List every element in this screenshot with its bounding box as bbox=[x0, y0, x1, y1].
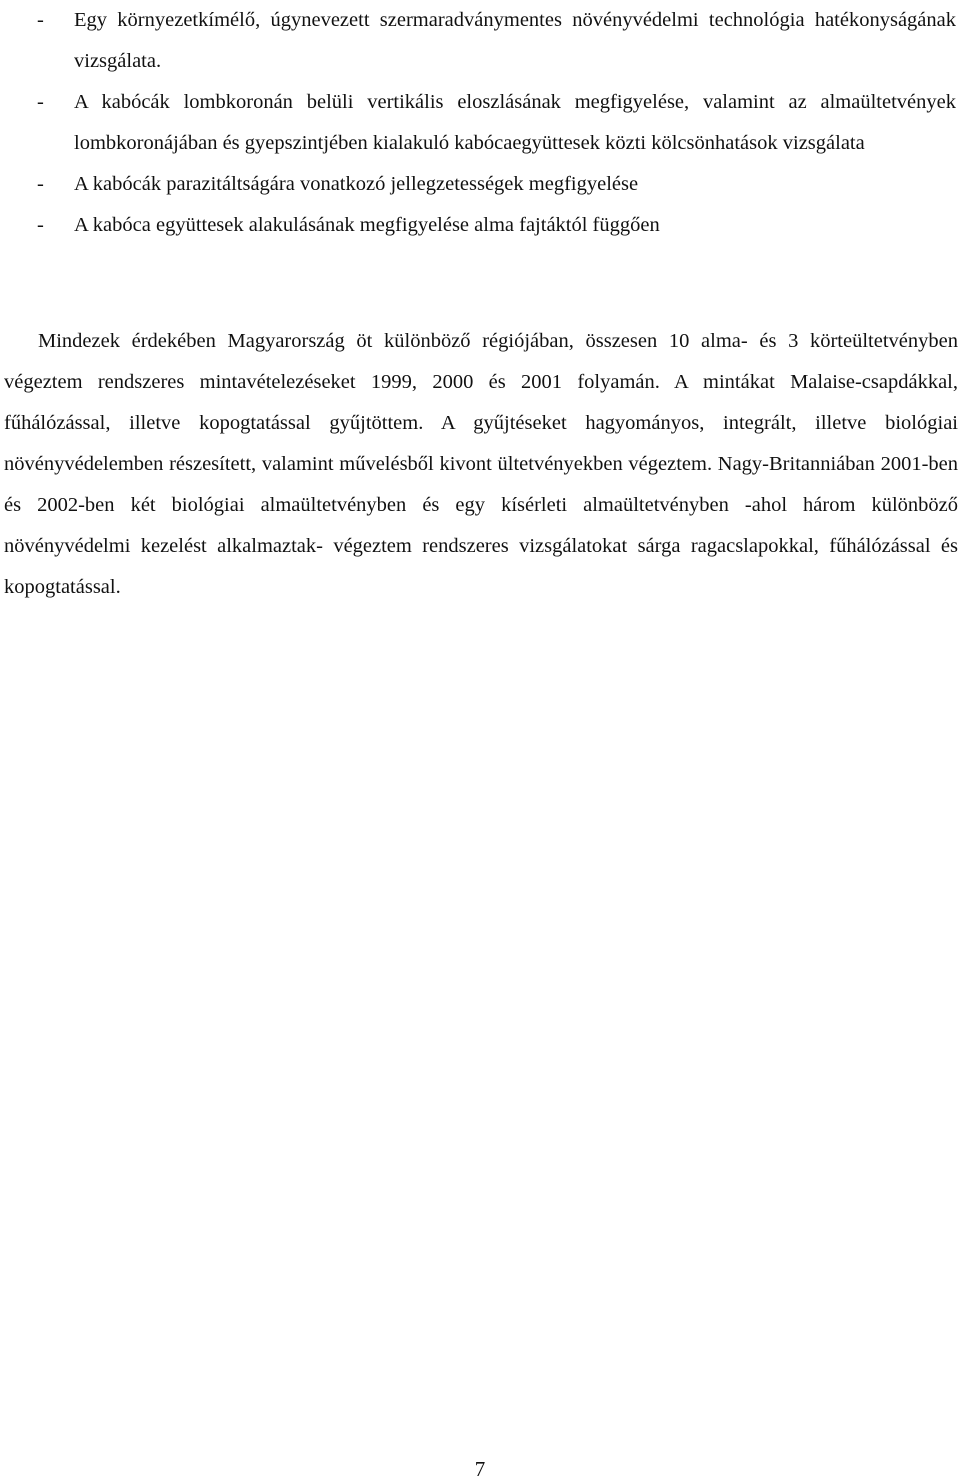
list-item bbox=[0, 164, 960, 205]
list-item bbox=[0, 0, 960, 82]
bullet-marker: - bbox=[37, 91, 44, 113]
list-item-text: A kabócák lombkoronán belüli vertikális eloszlásának megfigyelése, valamint az almaültetvények lombkoronájában és gyepszintjében kialakuló kabócaegyüttesek közti kölcsönhatások vizsgálata bbox=[74, 91, 956, 154]
list-item-text: Egy környezetkímélő, úgynevezett szermaradványmentes növényvédelmi technológia hatékonyságának vizsgálata. bbox=[74, 9, 956, 72]
page-number: 7 bbox=[474, 1457, 486, 1481]
list-item bbox=[0, 205, 960, 246]
bullet-marker: - bbox=[37, 214, 44, 236]
objective-list bbox=[0, 0, 960, 246]
list-item-text: A kabóca együttesek alakulásának megfigyelése alma fajtáktól függően bbox=[74, 214, 660, 236]
list-item-text: A kabócák parazitáltságára vonatkozó jellegzetességek megfigyelése bbox=[74, 173, 639, 195]
bullet-marker: - bbox=[37, 9, 44, 31]
list-item bbox=[0, 82, 960, 164]
body-paragraph: Mindezek érdekében Magyarország öt különböző régiójában, összesen 10 alma- és 3 körteültetvényben végeztem rendszeres mintavételezéseket 1999, 2000 és 2001 folyamán. A mintákat Malaise-csapdákkal, fűhálózással, illetve kopogtatással gyűjtöttem. A gyűjtéseket hagyományos, integrált, illetve biológiai növényvédelemben részesített, valamint művelésből kivont ültetvényekben végeztem. Nagy-Britanniában 2001-ben és 2002-ben két biológiai almaültetvényben és egy kísérleti almaültetvényben -ahol három különböző növényvédelmi kezelést alkalmaztak- végeztem rendszeres vizsgálatokat sárga ragacslapokkal, fűhálózással és kopogtatással. bbox=[4, 330, 958, 598]
bullet-marker: - bbox=[37, 173, 44, 195]
